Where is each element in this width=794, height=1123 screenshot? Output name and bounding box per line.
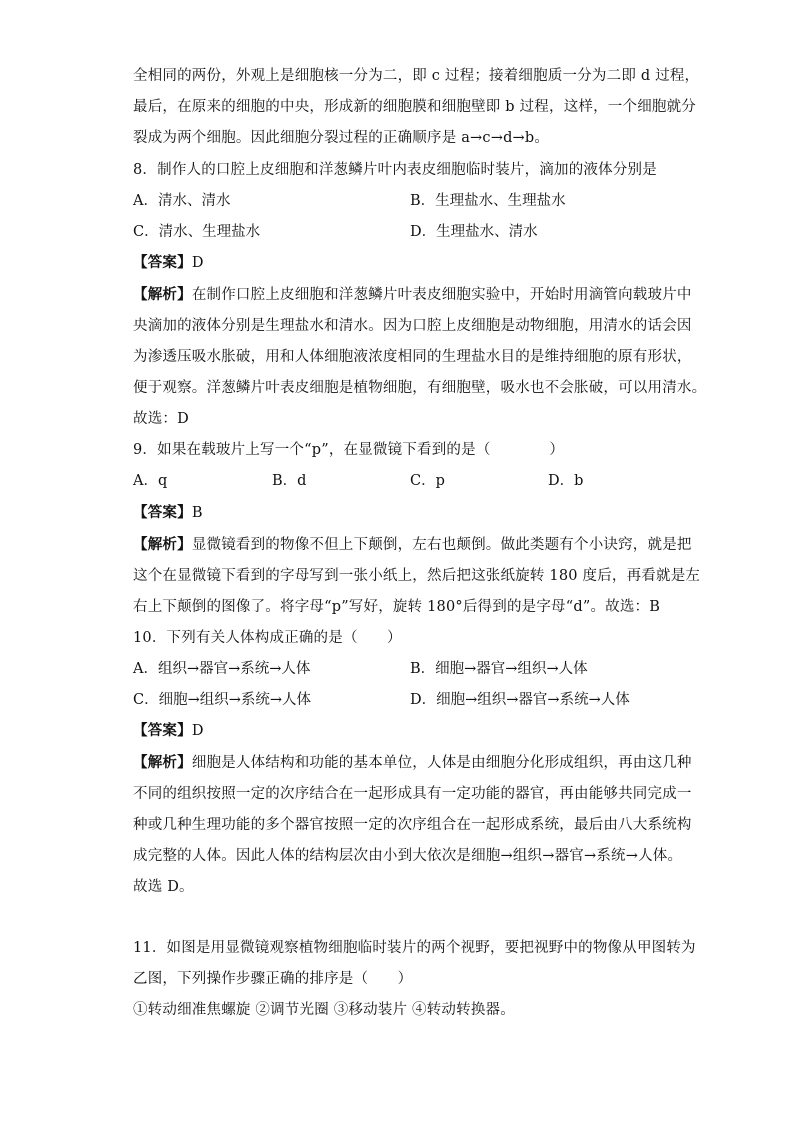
q8-analysis-line-2: 央滴加的液体分别是生理盐水和清水。因为口腔上皮细胞是动物细胞，用清水的话会因 [133, 318, 692, 334]
q9-analysis-line-3: 右上下颠倒的图像了。将字母“p”写好，旋转 180°后得到的是字母“d”。故选：B [133, 599, 661, 615]
q10-answer-value: D [191, 723, 204, 739]
q10-option-b: B．细胞→器官→组织→人体 [410, 661, 588, 677]
q11-steps: ①转动细准焦螺旋 ②调节光圈 ③移动装片 ④转动转换器。 [133, 1002, 515, 1018]
q8-analysis-line-5: 故选：D [133, 411, 189, 427]
q9-option-d: D．b [548, 473, 584, 489]
q8-stem: 8．制作人的口腔上皮细胞和洋葱鳞片叶内表皮细胞临时装片，滴加的液体分别是 [133, 162, 657, 178]
q9-option-a: A．q [133, 473, 168, 489]
q9-analysis-text-1: 显微镜看到的物像不但上下颠倒，左右也颠倒。做此类题有个小诀窍，就是把 [191, 537, 692, 553]
q10-analysis-line-2: 不同的组织按照一定的次序结合在一起形成具有一定功能的器官，再由能够共同完成一 [133, 786, 692, 802]
q8-option-b: B．生理盐水、生理盐水 [410, 193, 566, 209]
q9-stem: 9．如果在载玻片上写一个“p”，在显微镜下看到的是（ ） [133, 442, 565, 458]
q9-answer [133, 503, 203, 523]
q7-analysis-line-3: 裂成为两个细胞。因此细胞分裂过程的正确顺序是 a→c→d→b。 [133, 130, 550, 146]
q8-answer [133, 253, 204, 273]
q10-analysis-text-1: 细胞是人体结构和功能的基本单位，人体是由细胞分化形成组织，再由这几种 [191, 755, 692, 771]
q10-analysis-line-4: 成完整的人体。因此人体的结构层次由小到大依次是细胞→组织→器官→系统→人体。 [133, 848, 683, 864]
q9-option-b: B．d [272, 473, 307, 489]
q11-stem-line-2: 乙图，下列操作步骤正确的排序是（ ） [133, 971, 413, 987]
q10-option-d: D．细胞→组织→器官→系统→人体 [410, 692, 630, 708]
q8-analysis-line-4: 便于观察。洋葱鳞片叶表皮细胞是植物细胞，有细胞壁，吸水也不会胀破，可以用清水。 [133, 380, 707, 396]
q10-analysis-line-3: 种或几种生理功能的多个器官按照一定的次序组合在一起形成系统，最后由八大系统构 [133, 817, 692, 833]
q9-analysis-line-2: 这个在显微镜下看到的字母写到一张小纸上，然后把这张纸旋转 180 度后，再看就是左 [133, 568, 701, 584]
q10-analysis-line-5: 故选 D。 [133, 879, 194, 895]
analysis-tag: 【解析】 [133, 537, 192, 553]
q9-option-c: C．p [410, 473, 445, 489]
q10-option-c: C．细胞→组织→系统→人体 [133, 692, 312, 708]
analysis-tag: 【解析】 [133, 287, 192, 303]
q10-option-a: A．组织→器官→系统→人体 [133, 661, 311, 677]
q8-option-c: C．清水、生理盐水 [133, 224, 261, 240]
analysis-tag: 【解析】 [133, 755, 192, 771]
q7-analysis-line-2: 最后，在原来的细胞的中央，形成新的细胞膜和细胞壁即 b 过程，这样，一个细胞就分 [133, 99, 696, 115]
q8-option-a: A．清水、清水 [133, 193, 231, 209]
q8-answer-value: D [191, 255, 204, 271]
q8-analysis-line-3: 为渗透压吸水胀破，用和人体细胞液浓度相同的生理盐水目的是维持细胞的原有形状， [133, 349, 692, 365]
q10-analysis-line-1 [133, 753, 692, 773]
q11-stem-line-1: 11．如图是用显微镜观察植物细胞临时装片的两个视野，要把视野中的物像从甲图转为 [133, 940, 696, 956]
q7-analysis-line-1: 全相同的两份，外观上是细胞核一分为二，即 c 过程；接着细胞质一分为二即 d 过程， [133, 68, 700, 84]
q9-analysis-line-1 [133, 535, 692, 555]
q10-answer [133, 721, 204, 741]
q8-analysis-text-1: 在制作口腔上皮细胞和洋葱鳞片叶表皮细胞实验中，开始时用滴管向载玻片中 [191, 287, 692, 303]
q8-option-d: D．生理盐水、清水 [410, 224, 538, 240]
q10-stem: 10．下列有关人体构成正确的是（ ） [133, 630, 402, 646]
answer-tag: 【答案】 [133, 505, 192, 521]
q9-answer-value: B [191, 505, 203, 521]
answer-tag: 【答案】 [133, 723, 192, 739]
q8-analysis-line-1 [133, 285, 692, 305]
answer-tag: 【答案】 [133, 255, 192, 271]
